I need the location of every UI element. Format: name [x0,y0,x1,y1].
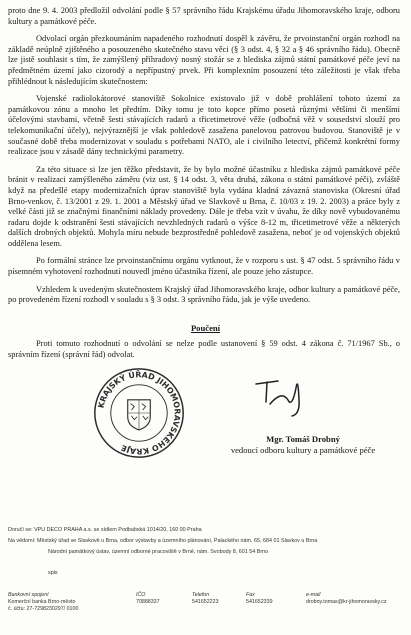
handwritten-signature [252,370,312,418]
paragraph-5: Po formální stránce lze prvoinstančnímu orgánu vytknout, že v rozporu s ust. § 47 odst. 5 správního řádu v písemném vyhotovení rozhodnutí nouvedl jméno účastníka řízení, ale pouze jeho zástupce. [8,256,400,277]
paragraph-6: Vzhledem k uvedeným skutečnostem Krajský úřad Jihomoravského kraje, odbor kultury a památkové péče, po provedeném řízení rozhodl v souladu s § 3 odst. 3 správního řádu, jak je výše uvedeno. [8,284,400,305]
instruction-heading: Poučení [190,323,221,333]
notice-line-2: Národní památkový ústav, územní odborné pracoviště v Brně, nám. Svobody 8, 601 54 Brno [48,549,269,555]
signature-block [205,434,401,455]
stamp-text: KRAJSKÝ ÚŘAD JIHOMORAVSKÉHO KRAJE [96,370,182,456]
paragraph-2: Odvolací orgán přezkoumáním napadeného rozhodnutí dospěl k závěru, že prvoinstanční orgán rozhodl na základě neúplně zjištěného a posouzeného skutečného stavu věci (§ 3 odst. 4, § 32 a § 46 správního řádu). Obecně lze jistě souhlasit s tím, že zamýšlený příhradový nosný stožár se z hlediska zájmů státní památkové péče jeví na předmětném území jako cizorodý a nepřípustný prvek. Při komplexním posouzení této záležitosti je však třeba přihlédnout k následujícím skutečnostem: [8,34,400,86]
bank-column-fax: Fax 541652339 [246,592,273,605]
signer-name: Mgr. Tomáš Drobný [266,434,340,444]
paragraph-3: Vojenské radiolokátorové stanoviště Sokolnice existovalo již v době prohlášení tohoto území za památkovou zónu a mnoho let předtím. Díky tomu je toto kopce přímo posetá různými většími či menšími účelovými stavbami, včetně šesti stávajících radarů a třicetimetrové věže (odbočná věž v sousedství slouží pro telekomunikační účely), nejvýraznější je však pohledově zasažena panelovou patrovou budovou. Stanoviště je v současné době třeba modernizovat v souladu s potřebami NATO, ale i civilního letectví, přičemž konkrétní formy realizace jsou v zásadě dány technickými parametry. [8,94,400,157]
file-ref: spis [48,570,58,576]
instruction-text: Proti tomuto rozhodnutí o odvolání se nelze podle ustanovení § 59 odst. 4 zákona č. 71/1967 Sb., o správním řízení (správní řád) odvolat. [8,339,400,359]
official-stamp [92,366,186,460]
instruction-block [8,339,400,367]
bank-column-account: Bankovní spojení Komerční banka Brno-město č. účtu: 27-7298230297/ 0100 [8,592,79,612]
delivery-line: Doručí se: VPÚ DECO PRAHA a.s. se sídlem Podbabská 1014/20, 160 00 Praha [8,527,202,533]
signer-role: vedoucí odboru kultury a památkové péče [230,444,376,455]
notice-line: Na vědomí: Městský úřad ve Slavkově u Brna, odbor výstavby a územního plánování, Palackého nám. 65, 684 01 Slavkov u Brna [8,538,318,544]
coat-of-arms-icon [128,400,151,430]
paragraph-1: proto dne 9. 4. 2003 předložil odvolání podle § 57 správního řádu Krajskému úřadu Jihomoravského kraje, odboru kultury a památkové péče. [8,6,400,26]
bank-column-ico: IČO 70888337 [136,592,160,605]
bank-column-phone: Telefon 541652223 [192,592,219,605]
letter-body [8,6,400,313]
bank-column-email: e-mail drobny.tomas@kr-jihomoravsky.cz [306,592,387,605]
paragraph-4: Za této situace si lze jen těžko představit, že by bylo možné účastníku z hlediska zájmů památkové péče bránit v realizaci zamýšleného záměru (viz ust. § 14 odst. 3, věta druhá, zákona o státní památkové péči), zvláště když na předešlé etapy modernizačních úprav stanoviště byla vydána kladná závazná stanoviska (Okresní úřad Brno-venkov, č. 13/2001 z 29. 1. 2001 a Městský úřad ve Slavkově u Brna, č. 10/03 z 19. 2. 2003) a práce byly z velké části již se značnými finančními náklady provedeny. Dále je třeba vzít v úvahu, že díky nově vybudovanému radaru dojde k odstranění šesti stávajících nevzhledných radarů o výšce 8-12 m, třicetimetrové věže a některých dalších drobných objektů. Mohyla míru nebude bezprostředně pohledově zasažena, neboť je od vojenských objektů oddělena lesem. [8,164,400,248]
